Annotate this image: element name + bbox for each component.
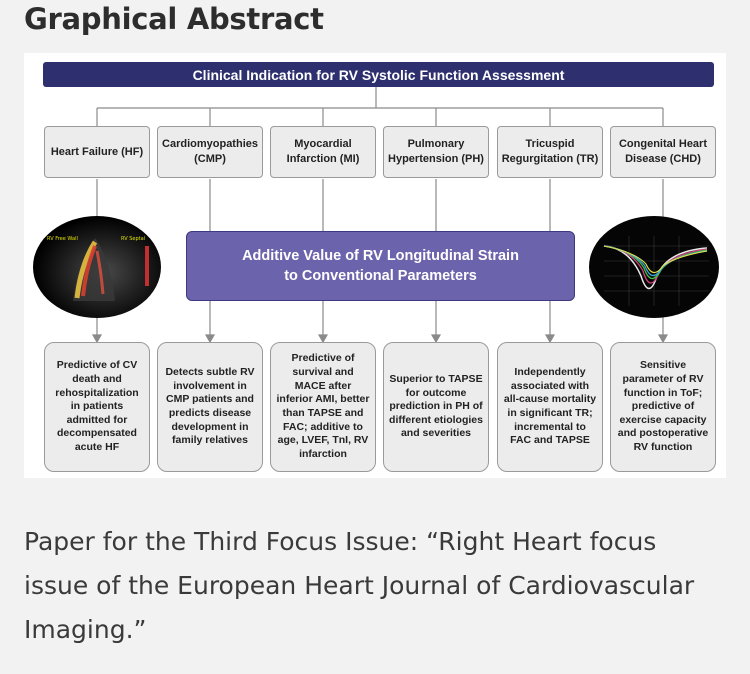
center-line-2: to Conventional Parameters bbox=[284, 268, 477, 284]
strain-curve-graphic bbox=[589, 216, 719, 318]
finding-congenital-heart-disease: Sensitive parameter of RV function in ToF; predictive of exercise capacity and postoperative RV function bbox=[610, 342, 716, 472]
category-tricuspid-regurgitation: Tricuspid Regurgitation (TR) bbox=[497, 126, 603, 178]
graphical-abstract-figure bbox=[24, 53, 726, 478]
finding-cardiomyopathies: Detects subtle RV involvement in CMP patients and predicts disease development in family relatives bbox=[157, 342, 263, 472]
category-congenital-heart-disease: Congenital Heart Disease (CHD) bbox=[610, 126, 716, 178]
echo-strain-graphic bbox=[33, 216, 161, 318]
finding-myocardial-infarction: Predictive of survival and MACE after inferior AMI, better than TAPSE and FAC; additive to age, LVEF, TnI, RV infarction bbox=[270, 342, 376, 472]
additive-value-box bbox=[186, 231, 575, 301]
label-rv-free-wall: RV Free Wall bbox=[47, 236, 78, 242]
category-pulmonary-hypertension: Pulmonary Hypertension (PH) bbox=[383, 126, 489, 178]
category-myocardial-infarction: Myocardial Infarction (MI) bbox=[270, 126, 376, 178]
finding-heart-failure: Predictive of CV death and rehospitalization in patients admitted for decompensated acute HF bbox=[44, 342, 150, 472]
echo-strain-image bbox=[33, 216, 161, 318]
label-rv-septal: RV Septal bbox=[121, 236, 146, 242]
finding-pulmonary-hypertension: Superior to TAPSE for outcome prediction in PH of different etiologies and severities bbox=[383, 342, 489, 472]
top-title-bar: Clinical Indication for RV Systolic Function Assessment bbox=[43, 62, 714, 87]
page-heading: Graphical Abstract bbox=[24, 2, 324, 36]
center-line-1: Additive Value of RV Longitudinal Strain bbox=[242, 247, 519, 264]
category-cardiomyopathies: Cardiomyopathies (CMP) bbox=[157, 126, 263, 178]
figure-caption: Paper for the Third Focus Issue: “Right Heart focus issue of the European Heart Journal of Cardiovascular Imaging.” bbox=[24, 527, 695, 644]
strain-curve-image bbox=[589, 216, 719, 318]
category-heart-failure: Heart Failure (HF) bbox=[44, 126, 150, 178]
finding-tricuspid-regurgitation: Independently associated with all-cause mortality in significant TR; incremental to FAC and TAPSE bbox=[497, 342, 603, 472]
